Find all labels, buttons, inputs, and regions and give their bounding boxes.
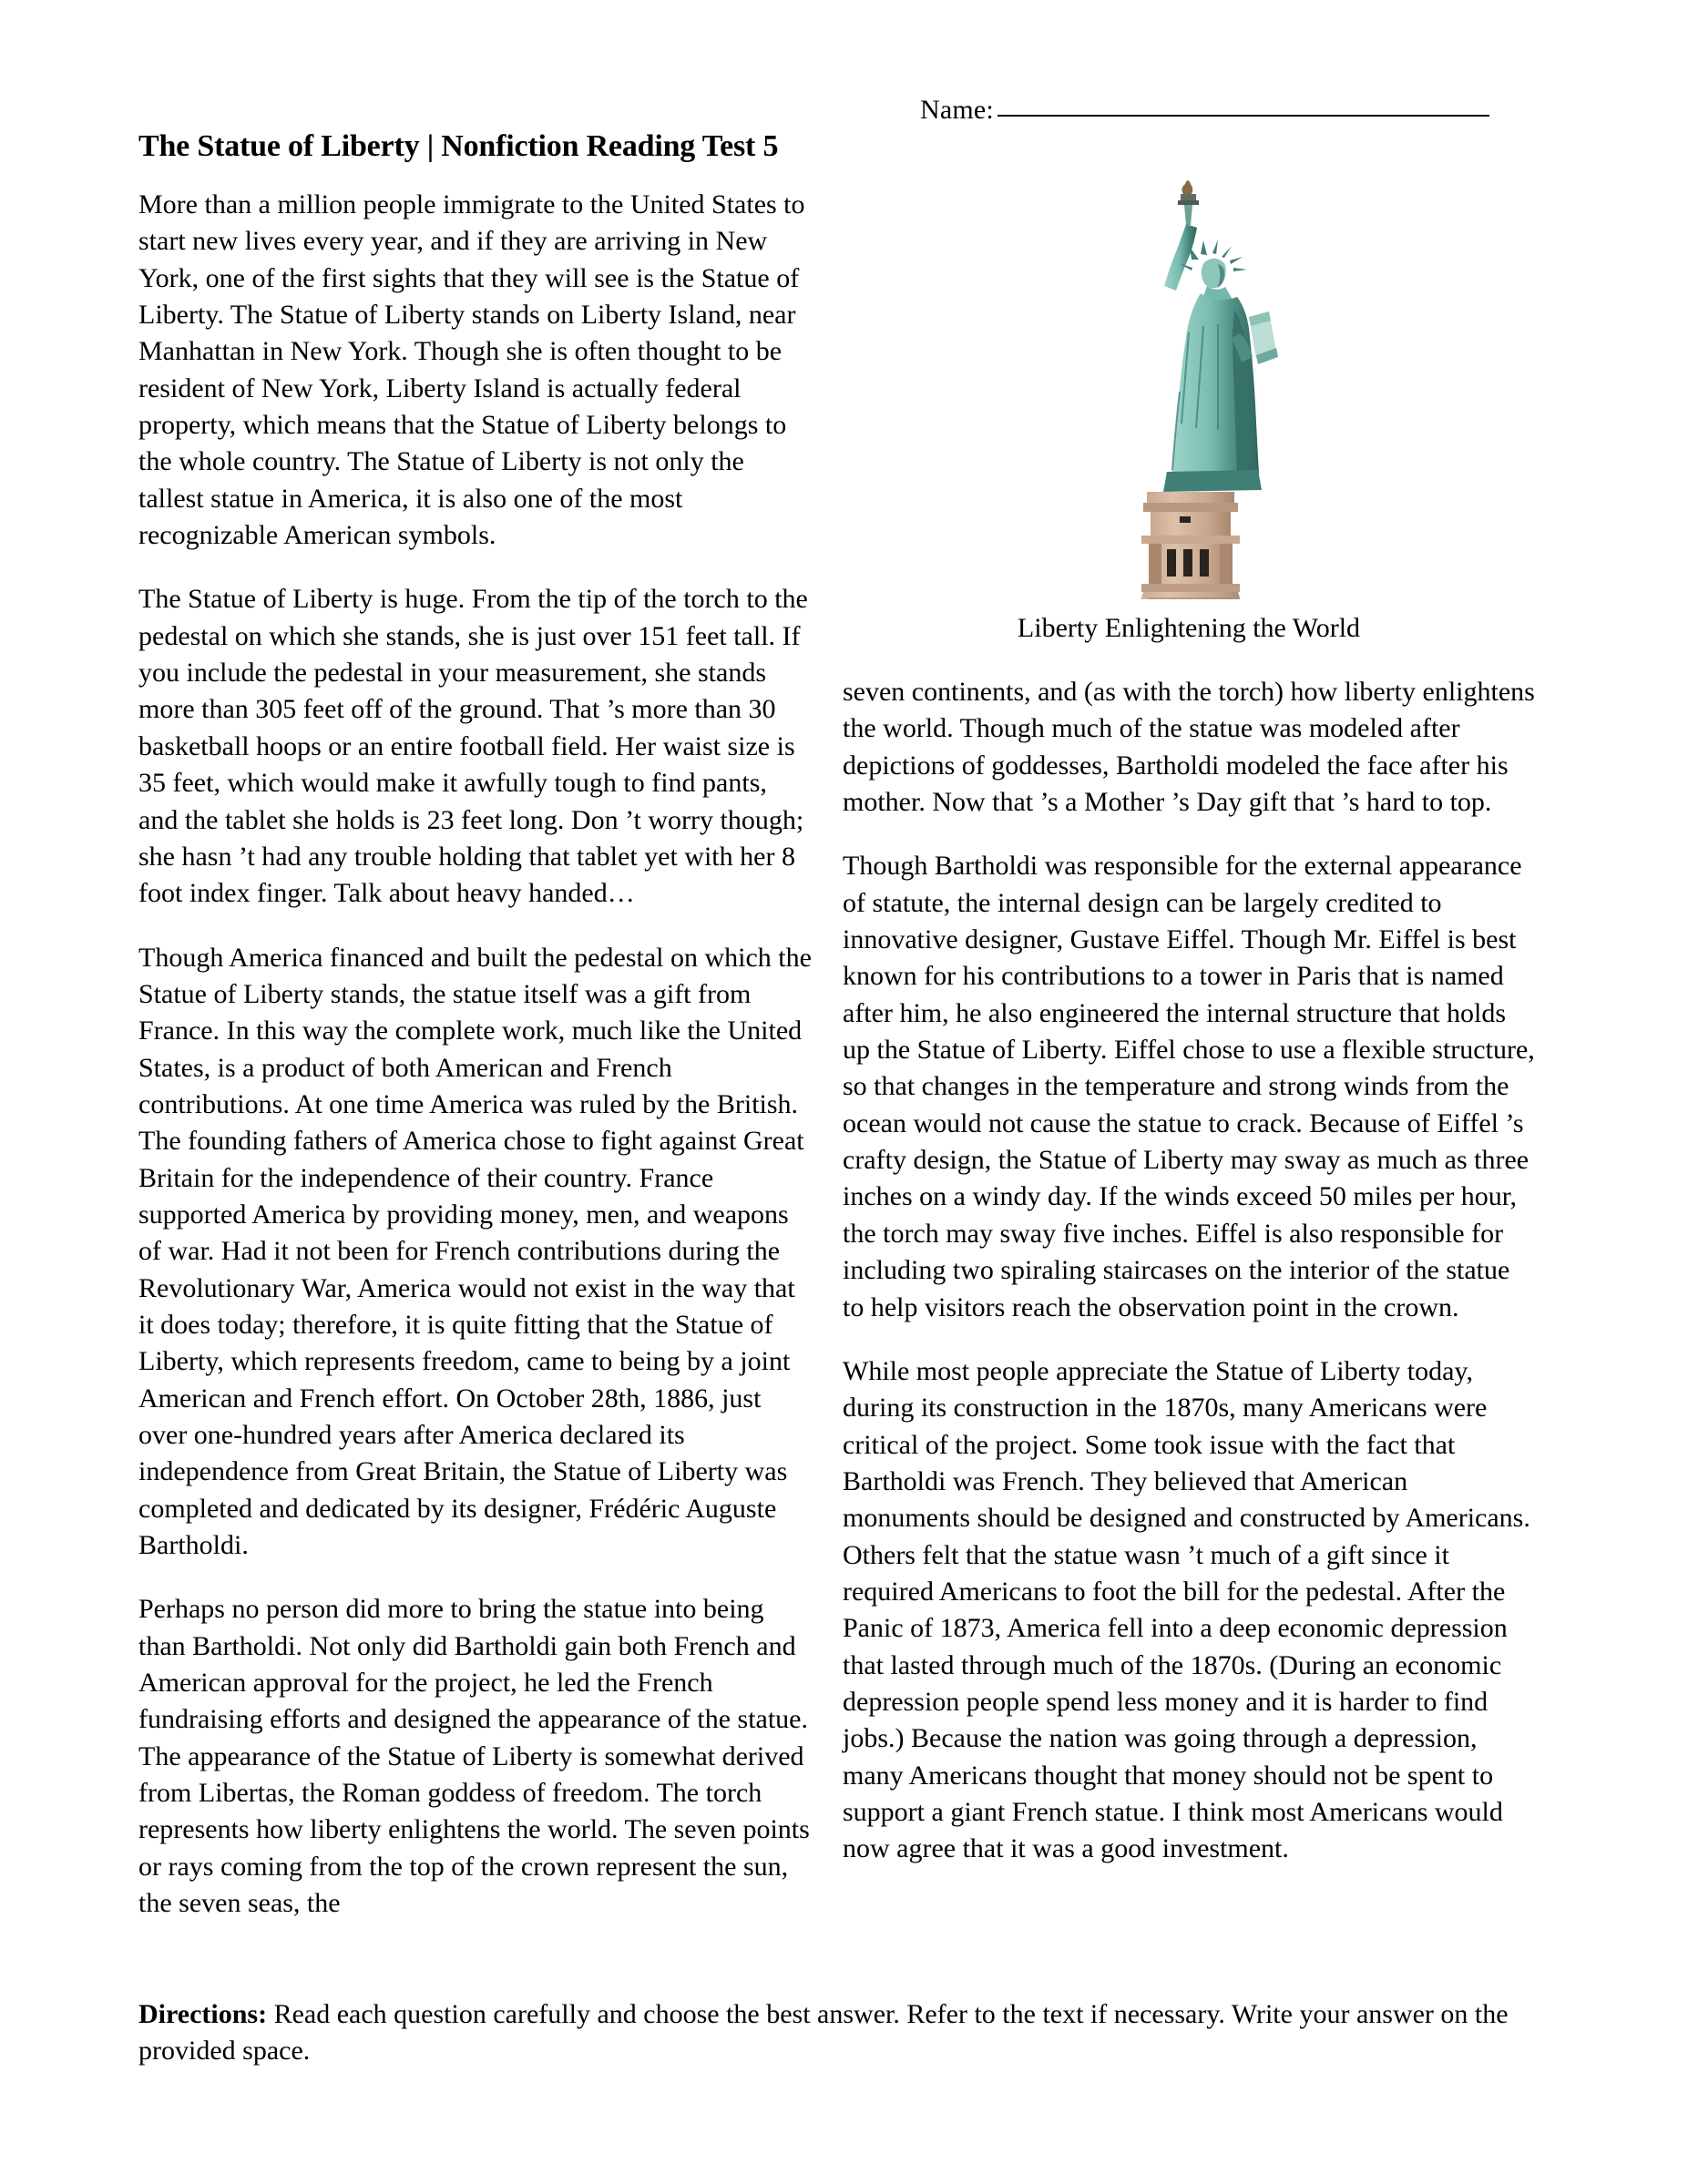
figure-statue-of-liberty [843,173,1535,645]
name-label: Name: [920,95,994,125]
article-left-column [138,187,813,1949]
figure-caption: Liberty Enlightening the World [1017,613,1361,643]
page-title: The Statue of Liberty | Nonfiction Reading Test 5 [138,129,779,163]
article-right-column [843,674,1535,1895]
paragraph: Though America financed and built the pedestal on which the Statue of Liberty stands, the statue itself was a gift from France. In this way the complete work, much like the United States, is a product of both American and French contributions. At one time America was ruled by the British. The founding fathers of America chose to fight against Great Britain for the independence of their country. France supported America by providing money, men, and weapons of war. Had it not been for French contributions during the Revolutionary War, America would not exist in the way that it does today; therefore, it is quite fitting that the Statue of Liberty, which represents freedom, came to being by a joint American and French effort. On October 28th, 1886, just over one-hundred years after America declared its independence from Great Britain, the Statue of Liberty was completed and dedicated by its designer, Frédéric Auguste Bartholdi. [138,942,812,1561]
directions-text: Read each question carefully and choose the best answer. Refer to the text if necessary. Write your answer on the provided space. [138,1999,1509,2067]
directions-block [138,1996,1556,2070]
name-field-line [920,95,1489,125]
paragraph: Though Bartholdi was responsible for the external appearance of statute, the internal design can be largely credited to innovative designer, Gustave Eiffel. Though Mr. Eiffel is best known for his contributions to a tower in Paris that is named after him, he also engineered the internal structure that holds up the Statue of Liberty. Eiffel chose to use a flexible structure, so that changes in the temperature and strong winds from the ocean would not cause the statue to crack. Because of Eiffel ’s crafty design, the Statue of Liberty may sway as much as three inches on a windy day. If the winds exceed 50 miles per hour, the torch may sway five inches. Eiffel is also responsible for including two spiraling staircases on the interior of the statue to help visitors reach the observation point in the crown. [843,851,1535,1322]
paragraph: seven continents, and (as with the torch) how liberty enlightens the world. Though much of the statue was modeled after depictions of goddesses, Bartholdi modeled the face after his mother. Now that ’s a Mother ’s Day gift that ’s hard to top. [843,677,1535,818]
paragraph: Perhaps no person did more to bring the statue into being than Bartholdi. Not only did Bartholdi gain both French and American approval for the project, he led the French fundraising efforts and designed the appearance of the statue. The appearance of the Statue of Liberty is somewhat derived from Libertas, the Roman goddess of freedom. The torch represents how liberty enlightens the world. The seven points or rays coming from the top of the crown represent the sun, the seven seas, the [138,1594,810,1919]
paragraph: The Statue of Liberty is huge. From the tip of the torch to the pedestal on which she stands, she is just over 151 feet tall. If you include the pedestal in your measurement, she stands more than 305 feet off of the ground. That ’s more than 30 basketball hoops or an entire football field. Her waist size is 35 feet, which would make it awfully tough to find pants, and the tablet she holds is 23 feet long. Don ’t worry though; she hasn ’t had any trouble holding that tablet yet with her 8 foot index finger. Talk about heavy handed… [138,584,808,909]
directions-label: Directions: [138,1999,268,2029]
paragraph: More than a million people immigrate to the United States to start new lives every year, and if they are arriving in New York, one of the first sights that they will see is the Statue of Liberty. The Statue of Liberty stands on Liberty Island, near Manhattan in New York. Though she is often thought to be resident of New York, Liberty Island is actually federal property, which means that the Statue of Liberty belongs to the whole country. The Statue of Liberty is not only the tallest statue in America, it is also one of the most recognizable American symbols. [138,189,805,551]
statue-of-liberty-image [1070,173,1307,599]
paragraph: While most people appreciate the Statue of Liberty today, during its construction in the 1870s, many Americans were critical of the project. Some took issue with the fact that Bartholdi was French. They believed that American monuments should be designed and constructed by Americans. Others felt that the statue wasn ’t much of a gift since it required Americans to foot the bill for the pedestal. After the Panic of 1873, America fell into a deep economic depression that lasted through much of the 1870s. (During an economic depression people spend less money and it is harder to find jobs.) Because the nation was going through a depression, many Americans thought that money should not be spent to support a giant French statue. I think most Americans would now agree that it was a good investment. [843,1355,1530,1864]
name-blank-rule[interactable] [997,115,1489,117]
